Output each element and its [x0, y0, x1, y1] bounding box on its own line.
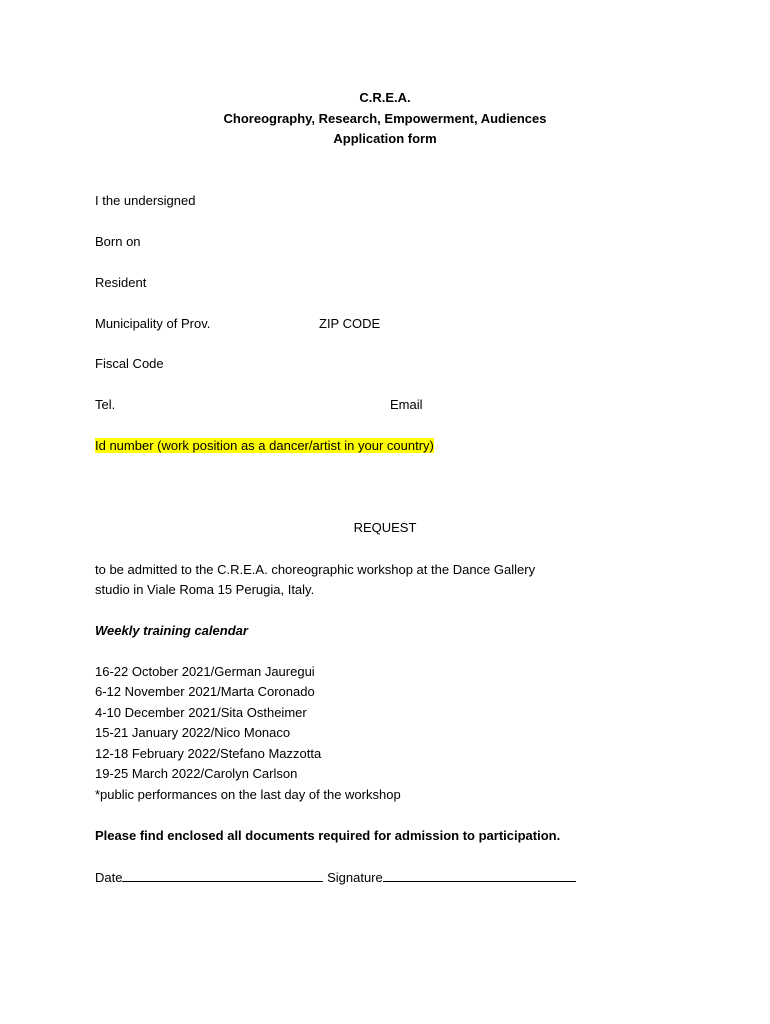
field-email-label: Email: [390, 397, 423, 412]
field-municipality-label: Municipality of Prov.: [95, 316, 211, 331]
calendar-entry: 15-21 January 2022/Nico Monaco: [95, 725, 291, 740]
id-number-highlight: Id number (work position as a dancer/artist in your country): [95, 438, 434, 453]
form-subtitle: Choreography, Research, Empowerment, Audiences: [223, 111, 547, 126]
field-fiscal-code-label: Fiscal Code: [95, 356, 164, 371]
calendar-title: Weekly training calendar: [95, 623, 248, 638]
field-resident-label: Resident: [95, 275, 147, 290]
signature-field-line[interactable]: [383, 869, 576, 882]
signature-label: Signature: [327, 870, 383, 885]
calendar-entry: 19-25 March 2022/Carolyn Carlson: [95, 766, 298, 781]
calendar-entry: 12-18 February 2022/Stefano Mazzotta: [95, 746, 322, 761]
calendar-note: *public performances on the last day of the workshop: [95, 787, 401, 802]
field-undersigned-label: I the undersigned: [95, 193, 196, 208]
calendar-entry: 4-10 December 2021/Sita Ostheimer: [95, 705, 307, 720]
form-title: Application form: [333, 131, 437, 146]
field-tel-label: Tel.: [95, 397, 116, 412]
date-field-line[interactable]: [122, 869, 323, 882]
request-text-line-2: studio in Viale Roma 15 Perugia, Italy.: [95, 582, 315, 597]
signature-row: [95, 869, 576, 886]
request-text-line-1: to be admitted to the C.R.E.A. choreographic workshop at the Dance Gallery: [95, 562, 536, 577]
request-heading: REQUEST: [353, 520, 417, 535]
form-acronym: C.R.E.A.: [359, 90, 411, 105]
calendar-entry: 16-22 October 2021/German Jauregui: [95, 664, 315, 679]
date-label: Date: [95, 870, 123, 885]
calendar-entry: 6-12 November 2021/Marta Coronado: [95, 684, 315, 699]
field-zip-code-label: ZIP CODE: [319, 316, 381, 331]
enclosed-documents-statement: Please find enclosed all documents required for admission to participation.: [95, 828, 561, 843]
field-id-number-label: [95, 438, 434, 454]
field-born-on-label: Born on: [95, 234, 141, 249]
